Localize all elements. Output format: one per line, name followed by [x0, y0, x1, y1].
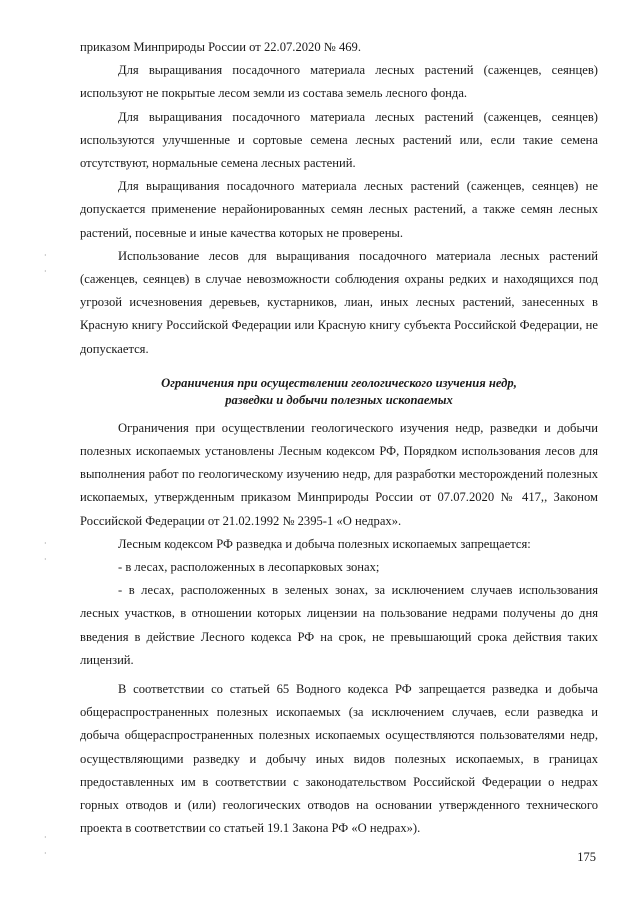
section-heading-line-1: Ограничения при осуществлении геологического изучения недр, [161, 375, 517, 390]
list-item: - в лесах, расположенных в лесопарковых зонах; [118, 560, 380, 575]
scan-margin-mark: · [44, 267, 47, 276]
document-body [80, 36, 598, 841]
paragraph: В соответствии со статьей 65 Водного кодекса РФ запрещается разведка и добыча общераспространенных полезных ископаемых (за исключением случаев, если разведка и добыча общераспространенных полезных ископаемых осуществляются пользователями недр, осуществляющими разведку и добычу иных видов полезных ископаемых, в границах предоставленных им в соответствии с законодательством Российской Федерации о недрах горных отводов и (или) геологических отводов на основании утвержденного технического проекта в соответствии со статьей 19.1 Закона РФ «О недрах»). [80, 682, 598, 836]
list-item: - в лесах, расположенных в зеленых зонах, за исключением случаев использования лесных участков, в отношении которых лицензии на пользование недрами получены до дня введения в действие Лесного кодекса РФ на срок, не превышающий срока действия таких лицензий. [80, 583, 598, 667]
scan-margin-mark: · [44, 251, 47, 260]
paragraph: приказом Минприроды России от 22.07.2020 № 469. [80, 40, 361, 54]
scan-margin-mark: · [44, 849, 47, 858]
page-number: 175 [577, 850, 596, 864]
scan-margin-mark: · [44, 555, 47, 564]
section-heading-line-2: разведки и добычи полезных ископаемых [225, 392, 453, 407]
paragraph: Ограничения при осуществлении геологического изучения недр, разведки и добычи полезных ископаемых установлены Лесным кодексом РФ, Порядком использования лесов для выполнения работ по геологическому изучению недр, для разработки месторождений полезных ископаемых, утвержденным приказом Минприроды России от 07.07.2020 № 417,, Законом Российской Федерации от 21.02.1992 № 2395-1 «О недрах». [80, 420, 598, 528]
paragraph: Для выращивания посадочного материала лесных растений (саженцев, сеянцев) не допускается применение нерайонированных семян лесных растений, а также семян лесных растений, посевные и иные качества которых не проверены. [80, 179, 598, 240]
paragraph: Для выращивания посадочного материала лесных растений (саженцев, сеянцев) используют не покрытые лесом земли из состава земель лесного фонда. [80, 63, 598, 101]
paragraph: Лесным кодексом РФ разведка и добыча полезных ископаемых запрещается: [118, 536, 531, 551]
section-heading [80, 375, 598, 409]
scan-margin-mark: · [44, 539, 47, 548]
paragraph: Для выращивания посадочного материала лесных растений (саженцев, сеянцев) используются улучшенные и сортовые семена лесных растений или, если такие семена отсутствуют, нормальные семена лесных растений. [80, 109, 598, 171]
paragraph: Использование лесов для выращивания посадочного материала лесных растений (саженцев, сеянцев) в случае невозможности соблюдения охраны редких и находящихся под угрозой исчезновения деревьев, кустарников, лиан, иных лесных растений, занесенных в Красную книгу Российской Федерации или Красную книгу субъекта Российской Федерации, не допускается. [80, 248, 598, 356]
scan-margin-mark: · [44, 833, 47, 842]
